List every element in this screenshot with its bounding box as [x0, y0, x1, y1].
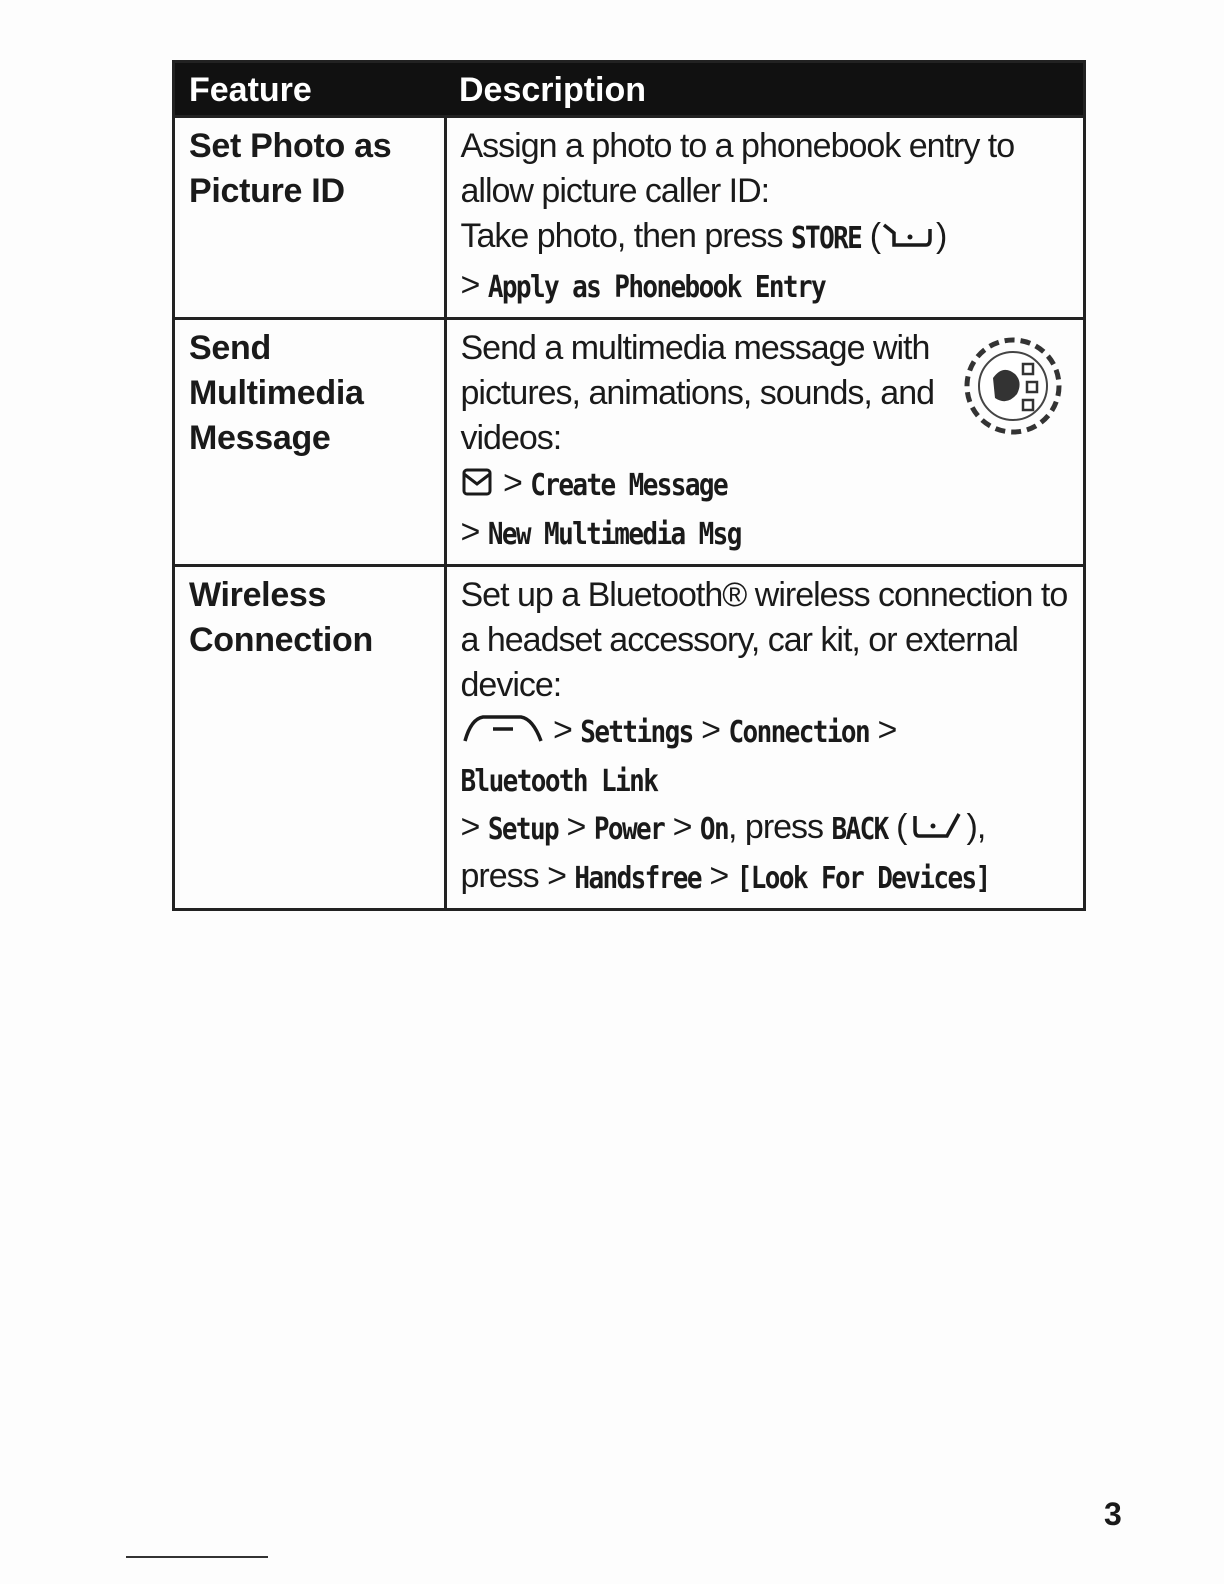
- press-word: press: [460, 857, 539, 895]
- table-row: [174, 117, 1085, 319]
- feature-name: Send Multimedia Message: [174, 319, 446, 566]
- menu-item-power: Power: [593, 812, 665, 848]
- menu-item-settings: Settings: [580, 715, 693, 751]
- feature-description: Set up a Bluetooth® wireless connection to a headset accessory, car kit, or external device: > Settings > Connection > Bluetooth Link > Setup > Power > On, press BACK ( ), press > Handsfree > [Look For Devices]: [445, 566, 1085, 910]
- feature-table: [172, 60, 1086, 911]
- menu-item-handsfree: Handsfree: [574, 861, 701, 897]
- table-row: [174, 319, 1085, 566]
- feature-name: Set Photo as Picture ID: [174, 117, 446, 319]
- header-description: Description: [445, 62, 1085, 117]
- table-header-row: [174, 62, 1085, 117]
- store-key-label: STORE: [790, 221, 862, 257]
- menu-item-create-message: Create Message: [530, 468, 728, 504]
- instruction-text: Take photo, then press: [460, 217, 783, 255]
- menu-item-apply-phonebook: Apply as Phonebook Entry: [487, 270, 826, 306]
- page-number: 3: [1104, 1496, 1122, 1532]
- menu-item-bluetooth-link: Bluetooth Link: [460, 764, 658, 800]
- description-text: Send a multimedia message with pictures, animations, sounds, and videos:: [460, 329, 935, 457]
- description-text: Assign a photo to a phonebook entry to allow picture caller ID:: [460, 127, 1015, 210]
- feature-description: Send a multimedia message with pictures, animations, sounds, and videos: > Create Message > New Multimedia Msg: [445, 319, 1085, 566]
- header-feature: Feature: [174, 62, 446, 117]
- network-feature-icon: [957, 330, 1069, 442]
- feature-description: Assign a photo to a phonebook entry to allow picture caller ID: Take photo, then press STORE ( ) > Apply as Phonebook Entry: [445, 117, 1085, 319]
- menu-item-new-multimedia: New Multimedia Msg: [487, 517, 741, 553]
- menu-item-look-for-devices: [Look For Devices]: [736, 861, 990, 897]
- left-soft-key-icon: [907, 809, 967, 854]
- feature-name: Wireless Connection: [174, 566, 446, 910]
- menu-item-setup: Setup: [487, 812, 559, 848]
- menu-key-icon: [461, 712, 545, 757]
- menu-item-connection: Connection: [728, 715, 870, 751]
- description-text: Set up a Bluetooth® wireless connection to a headset accessory, car kit, or external device:: [460, 576, 1068, 704]
- menu-item-on: On: [699, 812, 729, 848]
- footnote-divider: [126, 1556, 268, 1558]
- back-key-label: BACK: [831, 812, 888, 848]
- right-soft-key-icon: [880, 218, 936, 263]
- table-row: [174, 566, 1085, 910]
- message-key-icon: [461, 465, 495, 510]
